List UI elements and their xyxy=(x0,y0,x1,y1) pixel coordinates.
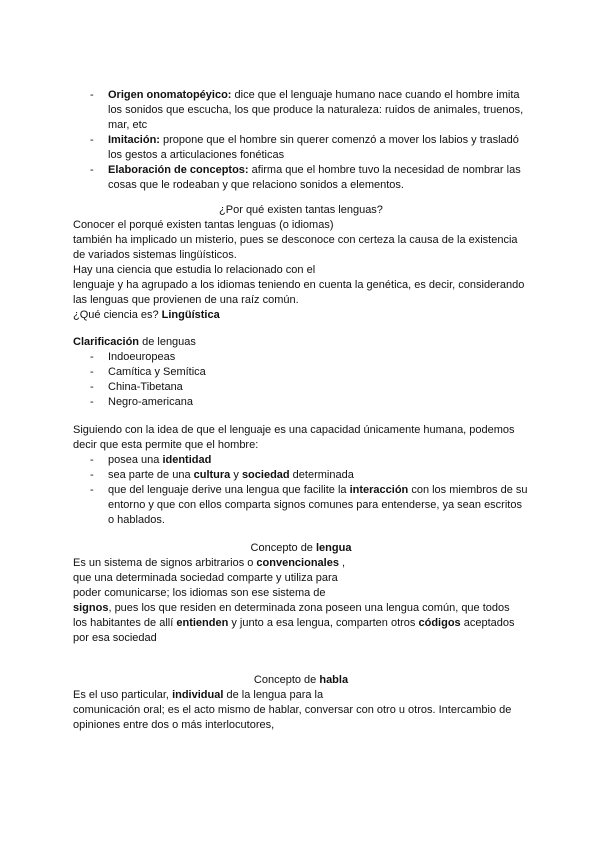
paragraph-line: lenguaje y ha agrupado a los idiomas teniendo en cuenta la genética, es decir, considerando xyxy=(73,279,525,291)
paragraph-line xyxy=(73,556,529,571)
list-item-text-part: que del lenguaje derive una lengua que facilite la xyxy=(108,484,350,496)
classification-list xyxy=(73,350,529,410)
habla-section xyxy=(73,673,529,733)
list-item xyxy=(73,88,529,133)
paragraph-line: las lenguas que provienen de una raíz común. xyxy=(73,294,299,306)
human-capacity-section xyxy=(73,423,529,528)
paragraph-line xyxy=(73,601,529,616)
list-item xyxy=(73,350,529,365)
list-item-text: Camítica y Semítica xyxy=(108,366,206,378)
dash-bullet: - xyxy=(90,381,94,393)
dash-bullet: - xyxy=(90,134,94,146)
bold-term: cultura xyxy=(193,469,231,481)
paragraph-line: por esa sociedad xyxy=(73,632,157,644)
list-item-text: determinada xyxy=(289,469,354,481)
term-description: dice que el lenguaje humano nace cuando el hombre imita los sonidos que escucha, los que produce la naturaleza: ruidos de animales, truenos, mar, etc xyxy=(108,89,524,131)
bold-term: identidad xyxy=(162,454,212,466)
list-item xyxy=(73,468,529,483)
list-item-text: China-Tibetana xyxy=(108,381,183,393)
list-item-text xyxy=(108,134,519,161)
bold-term: convencionales xyxy=(256,557,339,569)
dash-bullet: - xyxy=(90,469,94,481)
paragraph-line: también ha implicado un misterio, pues se desconoce con certeza la causa de la existencia xyxy=(73,234,518,246)
classification-title xyxy=(73,335,529,350)
term-description: propone que el hombre sin querer comenzó a mover los labios y trasladó los gestos a articulaciones fonéticas xyxy=(108,134,519,161)
dash-bullet: - xyxy=(90,484,94,496)
paragraph-line: Conocer el porqué existen tantas lenguas (o idiomas) xyxy=(73,219,334,231)
dash-bullet: - xyxy=(90,351,94,363)
classification-title-rest: de lenguas xyxy=(139,336,196,348)
origins-section xyxy=(73,88,529,193)
paragraph-line: de variados sistemas lingüísticos. xyxy=(73,249,237,261)
classification-title-bold: Clarificación xyxy=(73,336,140,348)
list-item xyxy=(73,133,529,163)
paragraph-text: los habitantes de allí xyxy=(73,617,177,629)
paragraph-line xyxy=(73,688,529,703)
lengua-section xyxy=(73,541,529,646)
paragraph-text: Es el uso particular, xyxy=(73,689,173,701)
list-item xyxy=(73,380,529,395)
heading-bold: habla xyxy=(319,674,349,686)
question-text: ¿Qué ciencia es? xyxy=(73,309,162,321)
bold-term: códigos xyxy=(418,617,461,629)
list-item-text: Indoeuropeas xyxy=(108,351,176,363)
list-item-text xyxy=(108,164,521,191)
bold-term: interacción xyxy=(349,484,409,496)
why-section xyxy=(73,203,529,323)
paragraph-text: aceptados xyxy=(460,617,515,629)
section-heading: ¿Por qué existen tantas lenguas? xyxy=(219,204,383,216)
list-item xyxy=(73,395,529,410)
list-item-text xyxy=(108,484,527,526)
paragraph-line: poder comunicarse; los idiomas son ese sistema de xyxy=(73,587,326,599)
heading-text: Concepto de xyxy=(250,542,316,554)
human-capacity-list xyxy=(73,453,529,528)
term-onomatopeyico: Origen onomatopéyico: xyxy=(108,89,232,101)
origins-list xyxy=(73,88,529,193)
dash-bullet: - xyxy=(90,89,94,101)
list-item-text-part: con los miembros de su entorno y que con ellos comparta signos comunes para entenderse, ya sean escritos o hablados. xyxy=(108,484,528,526)
paragraph-line: que una determinada sociedad comparte y utiliza para xyxy=(73,572,338,584)
paragraph-line: opiniones entre dos o más interlocutores, xyxy=(73,719,275,731)
answer-text: Lingüística xyxy=(161,309,220,321)
list-item-text xyxy=(108,89,523,131)
paragraph-line: Siguiendo con la idea de que el lenguaje es una capacidad únicamente humana, podemos xyxy=(73,424,515,436)
list-item xyxy=(73,453,529,468)
dash-bullet: - xyxy=(90,164,94,176)
paragraph-text: y junto a esa lengua, comparten otros xyxy=(228,617,419,629)
list-item xyxy=(73,163,529,193)
classification-section xyxy=(73,335,529,410)
heading-text: Concepto de xyxy=(253,674,320,686)
list-item-text: posea una xyxy=(108,454,163,466)
bold-term: signos xyxy=(73,602,109,614)
bold-term: individual xyxy=(172,689,224,701)
paragraph-line: Hay una ciencia que estudia lo relacionado con el xyxy=(73,264,316,276)
bold-term: entienden xyxy=(176,617,229,629)
paragraph-line xyxy=(73,616,529,631)
list-item-text: y xyxy=(230,469,242,481)
bold-term: sociedad xyxy=(241,469,290,481)
question-line xyxy=(73,308,529,323)
term-elaboracion: Elaboración de conceptos: xyxy=(108,164,249,176)
section-heading xyxy=(73,541,529,556)
paragraph-line: comunicación oral; es el acto mismo de hablar, conversar con otro u otros. Intercambio de xyxy=(73,704,512,716)
dash-bullet: - xyxy=(90,454,94,466)
heading-bold: lengua xyxy=(315,542,352,554)
paragraph-text: , pues los que residen en determinada zona poseen una lengua común, que todos xyxy=(108,602,510,614)
list-item-text: Negro-americana xyxy=(108,396,193,408)
dash-bullet: - xyxy=(90,396,94,408)
dash-bullet: - xyxy=(90,366,94,378)
term-imitacion: Imitación: xyxy=(108,134,160,146)
paragraph-text: , xyxy=(338,557,346,569)
list-item xyxy=(73,483,529,528)
list-item-text: sea parte de una xyxy=(108,469,194,481)
paragraph-text: Es un sistema de signos arbitrarios o xyxy=(73,557,257,569)
paragraph-text: de la lengua para la xyxy=(223,689,324,701)
section-heading xyxy=(73,673,529,688)
list-item xyxy=(73,365,529,380)
paragraph-line: decir que esta permite que el hombre: xyxy=(73,439,259,451)
term-description: afirma que el hombre tuvo la necesidad de nombrar las cosas que le rodeaban y que relaciono sonidos a elementos. xyxy=(108,164,521,191)
